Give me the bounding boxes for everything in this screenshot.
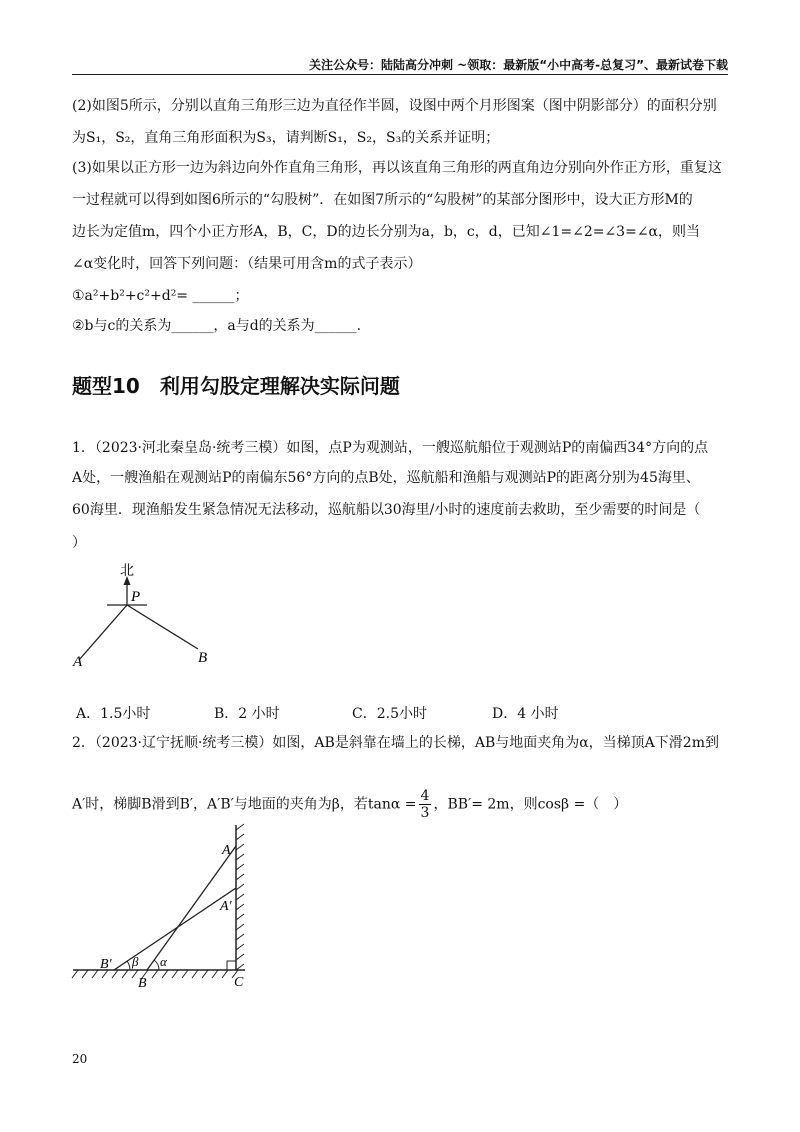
label-b-prime: B′ [100, 957, 112, 972]
q1-line1: 1．（2023·河北秦皇岛·统考三模）如图，点P为观测站，一艘巡航船位于观测站P的南偏西34°方向的点 [72, 440, 709, 456]
q2-line1: 2．（2023·辽宁抚顺·统考三模）如图，AB是斜靠在墙上的长梯，AB与地面夹角为α，当梯顶A下滑2m到 [72, 735, 719, 751]
page-header: 关注公众号：陆陆高分冲刺 ~领取：最新版“小中高考-总复习”、最新试卷下载 [72, 56, 728, 75]
label-north: 北 [120, 563, 134, 579]
label-alpha: α [160, 954, 167, 969]
q1-line4: ） [72, 535, 86, 551]
q-part2-line1: (2)如图5所示，分别以直角三角形三边为直径作半圆，设图中两个月形图案（图中阴影部分）的面积分别 [72, 98, 717, 114]
q-part3-line3: 边长为定值m，四个小正方形A，B，C，D的边长分别为a，b，c，d，已知∠1=∠2=∠3=∠α，则当 [72, 224, 701, 240]
page-number: 20 [72, 1052, 88, 1066]
angle-beta-arc [127, 961, 130, 970]
q-part3-sub2: ②b与c的关系为______，a与d的关系为______. [72, 318, 362, 334]
q-part2-line2: 为S₁，S₂，直角三角形面积为S₃，请判断S₁，S₂，S₃的关系并证明； [72, 130, 500, 146]
q-part3-line4: ∠α变化时，回答下列问题：（结果可用含m的式子表示） [72, 256, 422, 272]
label-c: C [234, 975, 244, 990]
segment-pa [79, 605, 127, 660]
right-angle-mark [227, 961, 236, 970]
label-a: A [73, 654, 83, 670]
fraction [419, 788, 432, 821]
q-part3-line1: (3)如果以正方形一边为斜边向外作直角三角形，再以该直角三角形的两直角边分别向外作正方形，重复这 [72, 160, 722, 176]
q2-figure [70, 820, 270, 1000]
label-a: A [222, 843, 231, 858]
q1-option-c[interactable]: C．2.5小时 [352, 706, 427, 722]
ground-hatching [72, 970, 238, 978]
frac-num: 4 [420, 788, 430, 804]
frac-den: 3 [420, 805, 430, 821]
label-b: B [198, 650, 208, 666]
q1-option-a[interactable]: A．1.5小时 [76, 706, 151, 722]
q2-line2b: ，BB′= 2m，则cosβ =（ ） [433, 796, 628, 813]
label-b: B [138, 976, 147, 991]
q2-line2 [72, 788, 732, 821]
q-part3-line2: 一过程就可以得到如图6所示的“勾股树”．在如图7所示的“勾股树”的某部分图形中，设大正方形M的 [72, 192, 693, 208]
q1-line2: A处，一艘渔船在观测站P的南偏东56°方向的点B处，巡航船和渔船与观测站P的距离分别为45海里、 [72, 470, 700, 486]
segment-pb [127, 605, 198, 649]
angle-alpha-arc [154, 960, 159, 970]
q1-figure [70, 560, 230, 670]
q1-line3: 60海里．现渔船发生紧急情况无法移动，巡航船以30海里/小时的速度前去救助，至少需要的时间是（ [72, 502, 701, 518]
label-a-prime: A′ [220, 899, 232, 914]
label-beta: β [132, 954, 139, 969]
label-p: P [131, 589, 141, 605]
q1-option-b[interactable]: B．2 小时 [214, 706, 280, 722]
q1-option-d[interactable]: D．4 小时 [492, 706, 559, 722]
q2-line2a: A′时，梯脚B滑到B′，A′B′与地面的夹角为β，若tanα = [72, 796, 417, 813]
wall-hatching [236, 824, 244, 970]
q-part3-sub1: ①a²+b²+c²+d²= ______； [72, 288, 249, 304]
section-title: 题型10 利用勾股定理解决实际问题 [72, 374, 400, 398]
